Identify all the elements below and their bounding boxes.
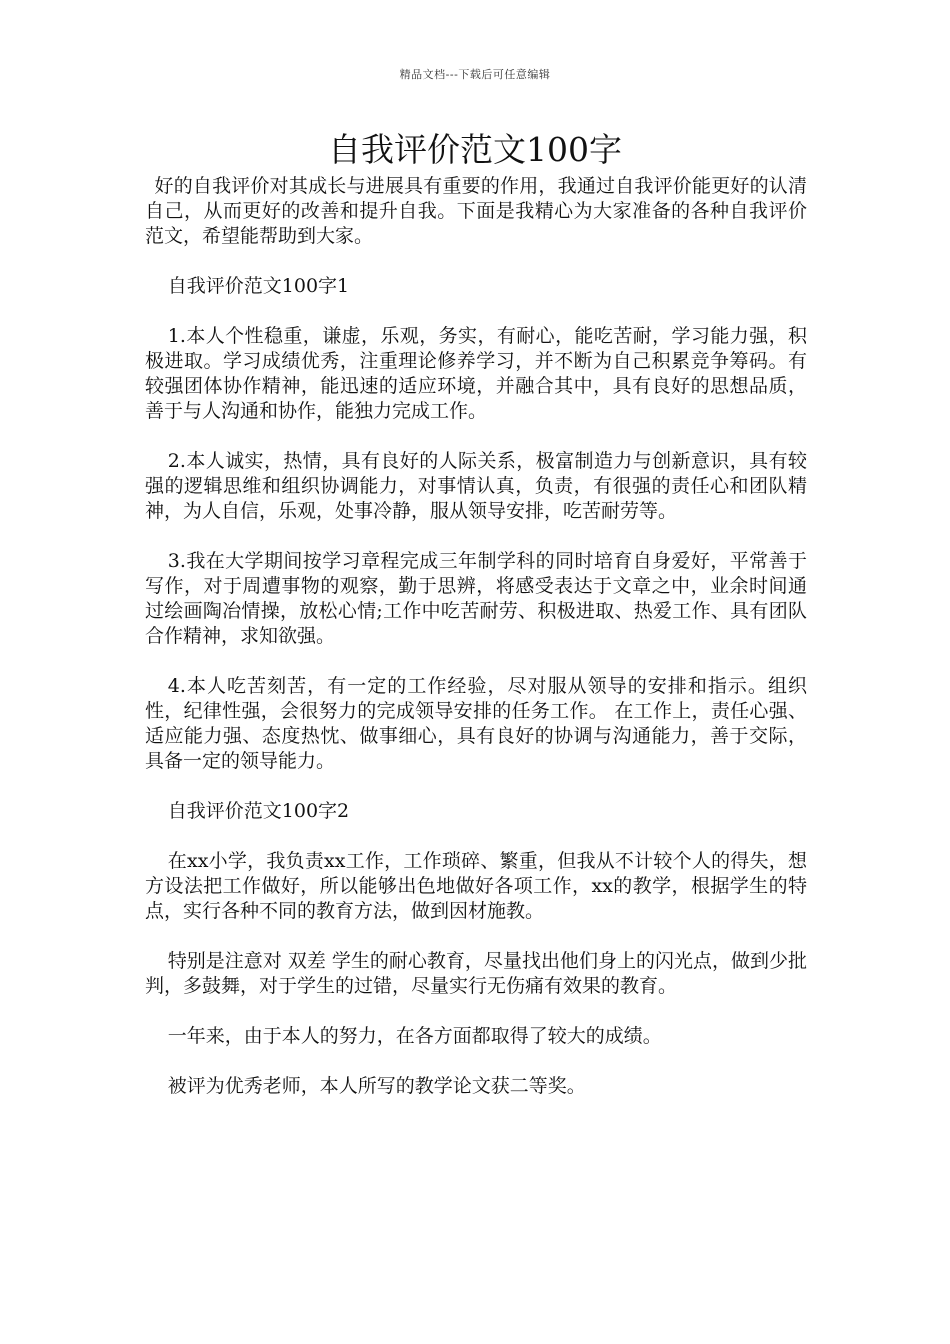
header-note: 精品文档---下载后可任意编辑 xyxy=(399,68,551,81)
document-title: 自我评价范文100字 xyxy=(328,130,622,169)
section-heading-1: 自我评价范文100字1 xyxy=(167,275,350,297)
section-heading-2: 自我评价范文100字2 xyxy=(167,800,350,822)
intro-paragraph: 好的自我评价对其成长与进展具有重要的作用，我通过自我评价能更好的认清自己，从而更好的改善和提升自我。下面是我精心为大家准备的各种自我评价范文，希望能帮助到大家。 xyxy=(145,175,807,247)
section1-item-4: 4.本人吃苦刻苦，有一定的工作经验，尽对服从领导的安排和指示。组织性，纪律性强，会很努力的完成领导安排的任务工作。 在工作上，责任心强、适应能力强、态度热忱、做事细心，具有良好的协调与沟通能力，善于交际，具备一定的领导能力。 xyxy=(145,675,807,772)
section1-item-2: 2.本人诚实，热情，具有良好的人际关系，极富制造力与创新意识，具有较强的逻辑思维和组织协调能力，对事情认真，负责，有很强的责任心和团队精神，为人自信，乐观，处事冷静，服从领导安排，吃苦耐劳等。 xyxy=(145,450,807,522)
section1-item-1: 1.本人个性稳重，谦虚，乐观，务实，有耐心，能吃苦耐，学习能力强，积极进取。学习成绩优秀，注重理论修养学习，并不断为自己积累竞争筹码。有较强团体协作精神，能迅速的适应环境，并融合其中，具有良好的思想品质，善于与人沟通和协作，能独力完成工作。 xyxy=(145,325,807,422)
section2-paragraph-3: 一年来，由于本人的努力，在各方面都取得了较大的成绩。 xyxy=(167,1025,662,1047)
section2-paragraph-4: 被评为优秀老师，本人所写的教学论文获二等奖。 xyxy=(167,1075,586,1097)
section1-item-3: 3.我在大学期间按学习章程完成三年制学科的同时培育自身爱好，平常善于写作，对于周遭事物的观察，勤于思辨，将感受表达于文章之中，业余时间通过绘画陶冶情操，放松心情;工作中吃苦耐劳、积极进取、热爱工作、具有团队合作精神，求知欲强。 xyxy=(145,550,807,647)
section2-paragraph-1: 在xx小学，我负责xx工作，工作琐碎、繁重，但我从不计较个人的得失，想方设法把工作做好，所以能够出色地做好各项工作，xx的教学，根据学生的特点，实行各种不同的教育方法，做到因材施教。 xyxy=(145,850,807,922)
section2-paragraph-2: 特别是注意对 双差 学生的耐心教育，尽量找出他们身上的闪光点，做到少批判，多鼓舞，对于学生的过错，尽量实行无伤痛有效果的教育。 xyxy=(145,950,807,997)
document-body xyxy=(145,174,807,1124)
